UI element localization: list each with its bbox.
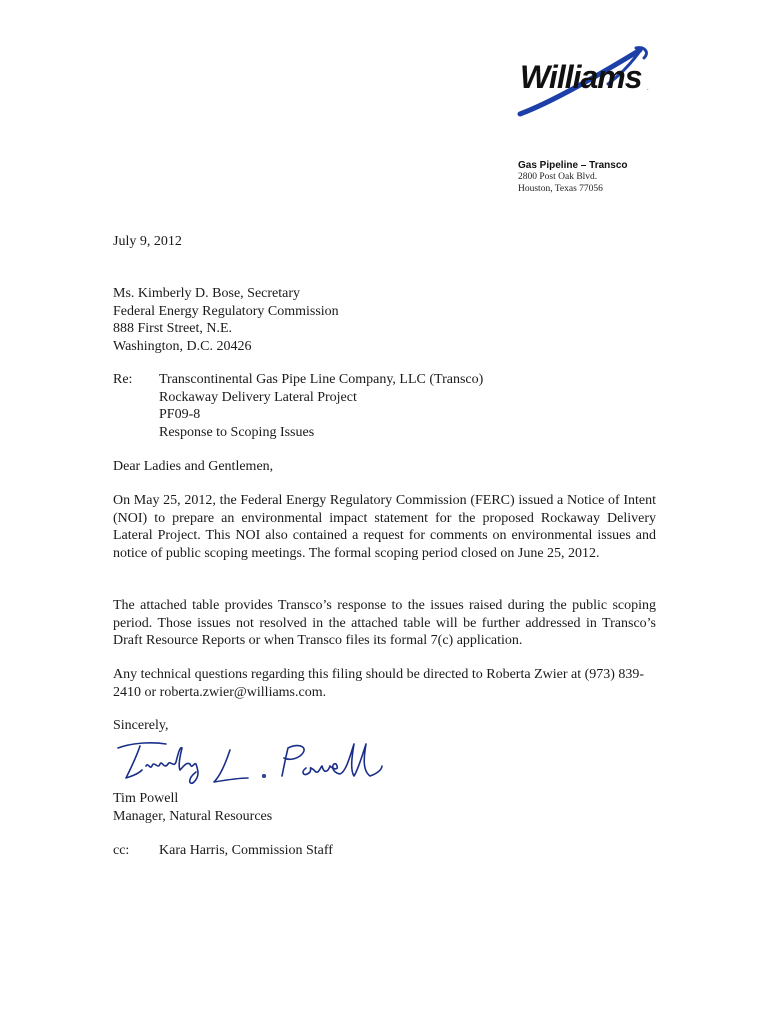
cc-label: cc: <box>113 843 130 858</box>
re-label: Re: <box>113 372 133 387</box>
letterhead <box>512 44 662 194</box>
recipient-line: Washington, D.C. 20426 <box>113 338 252 354</box>
williams-logo <box>512 44 660 120</box>
signer-name: Tim Powell <box>113 791 179 806</box>
letterhead-division: Gas Pipeline – Transco <box>518 160 628 171</box>
signer-block <box>113 790 272 825</box>
re-line: Response to Scoping Issues <box>159 424 315 440</box>
body-paragraph: On May 25, 2012, the Federal Energy Regulatory Commission (FERC) issued a Notice of Intent (NOI) to prepare an environmental impact statement for the proposed Rockaway Delivery Lateral Project. This NOI also contained a request for comments on environmental issues and notice of public scoping meetings. The formal scoping period closed on June 25, 2012. <box>113 493 656 561</box>
body-paragraph: Any technical questions regarding this filing should be directed to Roberta Zwier at (973) 839-2410 or roberta.zwier@williams.com. <box>113 667 645 700</box>
letterhead-address-line1: 2800 Post Oak Blvd. <box>518 172 598 182</box>
letter-date: July 9, 2012 <box>113 234 182 249</box>
re-line: PF09-8 <box>159 407 201 422</box>
recipient-line: Ms. Kimberly D. Bose, Secretary <box>113 286 301 301</box>
svg-text:Williams: Williams <box>520 59 642 95</box>
letterhead-address-line2: Houston, Texas 77056 <box>518 184 603 194</box>
salutation: Dear Ladies and Gentlemen, <box>113 459 274 474</box>
recipient-line: 888 First Street, N.E. <box>113 321 232 336</box>
re-line: Transcontinental Gas Pipe Line Company, LLC (Transco) <box>159 372 484 387</box>
recipient-line: Federal Energy Regulatory Commission <box>113 303 339 319</box>
handwritten-signature <box>114 736 384 792</box>
re-subject <box>159 371 483 441</box>
cc-value: Kara Harris, Commission Staff <box>159 843 333 858</box>
body-paragraph: The attached table provides Transco’s response to the issues raised during the public scoping period. Those issues not resolved in the attached table will be further addressed in Transco’s Draft Resource Reports or when Transco files its formal 7(c) application. <box>113 598 656 648</box>
recipient-address <box>113 285 339 355</box>
closing: Sincerely, <box>113 718 169 733</box>
re-line: Rockaway Delivery Lateral Project <box>159 389 357 405</box>
svg-text:.: . <box>647 86 649 92</box>
signer-title: Manager, Natural Resources <box>113 808 273 824</box>
